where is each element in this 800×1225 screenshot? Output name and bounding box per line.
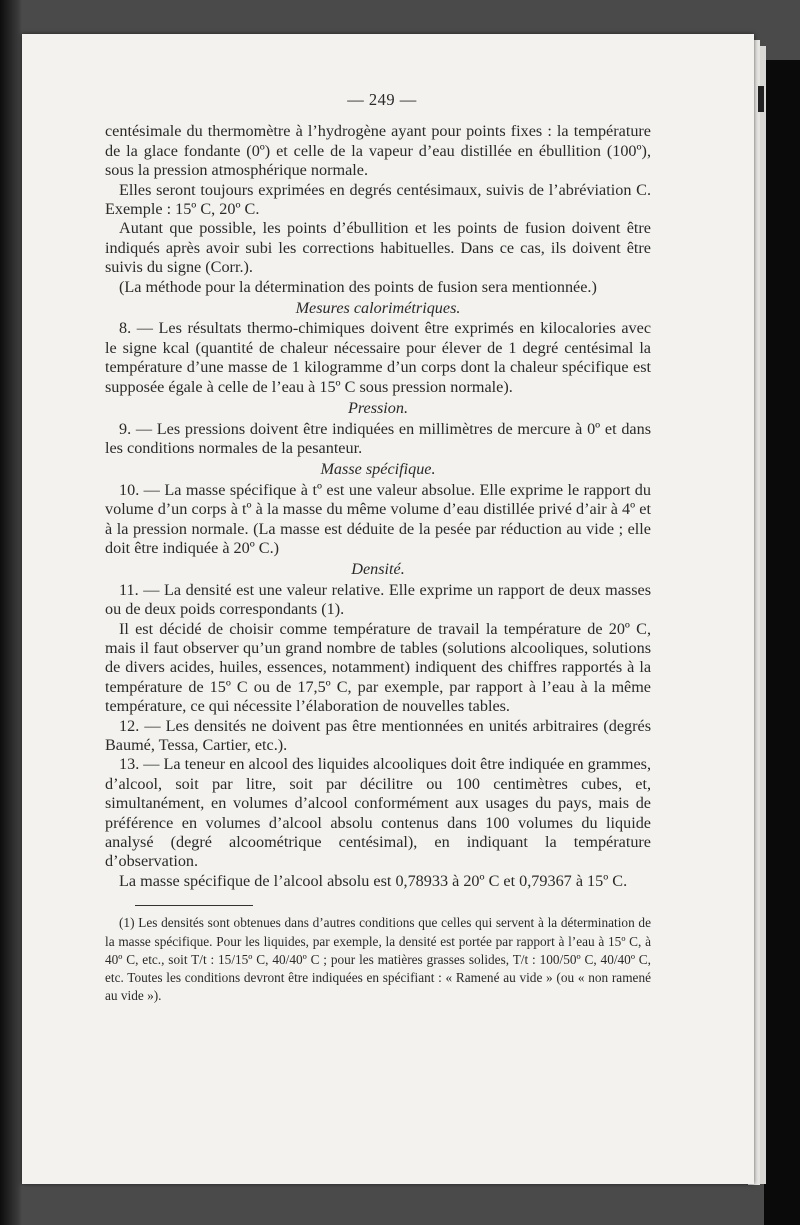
section-heading: Pression.	[347, 399, 409, 418]
scanner-shadow	[764, 60, 800, 1225]
paragraph: Autant que possible, les points d’ébullition et les points de fusion doivent être indiqués après avoir subi les corrections habituelles. Dans ce cas, ils doivent être suivis du signe (Corr.).	[105, 219, 651, 277]
footnote: (1) Les densités sont obtenues dans d’autres conditions que celles qui servent à la détermination de la masse spécifique. Pour les liquides, par exemple, la densité est portée par rapport à l’eau à 15º C, à 40º C, etc., soit T/t : 15/15º C, 40/40º C ; pour les matières grasses solides, T/t : 100/50º C, 40/40º C, etc. Toutes les conditions devront être indiquées en spécifiant : « Ramené au vide » (ou « non ramené au vide »).	[105, 915, 651, 1004]
paragraph: Elles seront toujours exprimées en degrés centésimaux, suivis de l’abréviation C. Exemple : 15º C, 20º C.	[105, 180, 651, 219]
paragraph: Il est décidé de choisir comme température de travail la température de 20º C, mais il faut observer qu’un grand nombre de tables (solutions alcooliques, solutions de divers acides, huiles, essences, notamment) indiquent des chiffres rapportés à la température de 15º C ou de 17,5º C, par exemple, par rapport à l’eau à la même température, ce qui nécessite l’élaboration de nouvelles tables.	[105, 619, 651, 716]
paragraph: La masse spécifique de l’alcool absolu est 0,78933 à 20º C et 0,79367 à 15º C.	[119, 871, 628, 890]
paragraph: 8. — Les résultats thermo-chimiques doivent être exprimés en kilocalories avec le signe kcal (quantité de chaleur nécessaire pour élever de 1 degré centésimal la température d’une masse de 1 kilogramme d’un corps dont la chaleur spécifique est supposée égale à celle de l’eau à 15º C sous pression normale).	[105, 319, 651, 396]
paragraph: 11. — La densité est une valeur relative. Elle exprime un rapport de deux masses ou de deux poids correspondants (1).	[105, 580, 651, 619]
section-heading: Mesures calorimétriques.	[295, 299, 461, 318]
section-heading: Masse spécifique.	[320, 460, 436, 479]
paragraph: 10. — La masse spécifique à tº est une valeur absolue. Elle exprime le rapport du volume d’un corps à tº à la masse du même volume d’eau distillée privé d’air à 4º et à la pression normale. (La masse est déduite de la pesée par réduction au vide ; elle doit être indiquée à 20º C.)	[105, 480, 651, 557]
page-content	[105, 90, 651, 1006]
footnote-separator	[135, 905, 253, 906]
paragraph: (La méthode pour la détermination des points de fusion sera mentionnée.)	[119, 277, 597, 296]
paragraph: 13. — La teneur en alcool des liquides alcooliques doit être indiquée en grammes, d’alcool, soit par litre, soit par décilitre ou 100 centimètres cubes, et, simultanément, en volumes d’alcool conformément aux usages du pays, mais de préférence en volumes d’alcool absolu contenus dans 100 volumes du liquide analysé (degré alcoométrique centésimal), en indiquant la température d’observation.	[105, 755, 651, 871]
paragraph: 9. — Les pressions doivent être indiquées en millimètres de mercure à 0º et dans les conditions normales de la pesanteur.	[105, 419, 651, 457]
paragraph: centésimale du thermomètre à l’hydrogène ayant pour points fixes : la température de la glace fondante (0º) et celle de la vapeur d’eau distillée en ébullition (100º), sous la pression atmosphérique normale.	[105, 122, 651, 180]
paragraph: 12. — Les densités ne doivent pas être mentionnées en unités arbitraires (degrés Baumé, Tessa, Cartier, etc.).	[105, 716, 651, 754]
page-number: — 249 —	[347, 90, 417, 109]
section-heading: Densité.	[351, 560, 405, 579]
page-tab-marker	[758, 86, 764, 112]
